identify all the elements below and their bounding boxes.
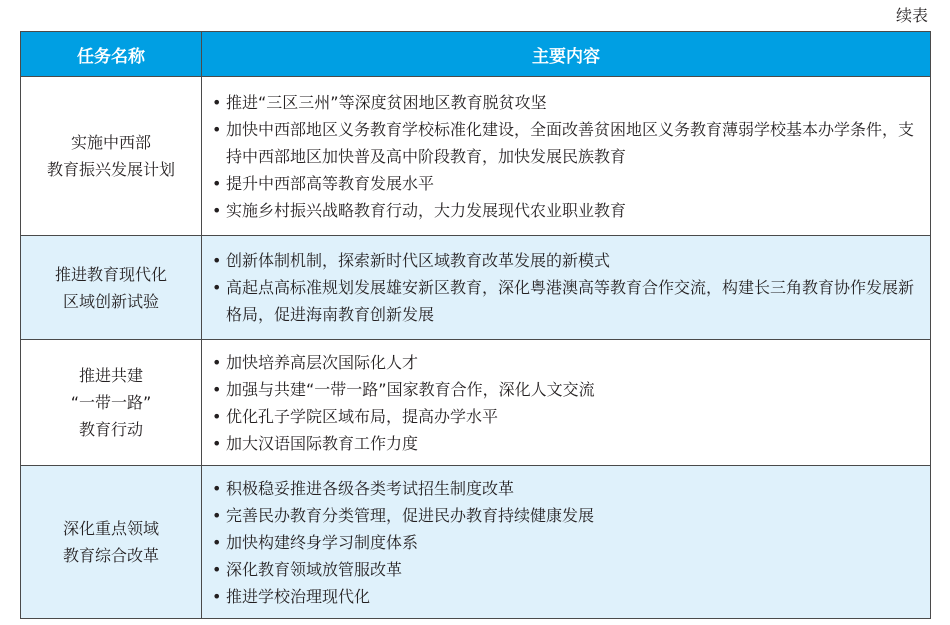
content-list	[212, 475, 924, 610]
bullet-icon: •	[212, 559, 222, 579]
list-item-text: 实施乡村振兴战略教育行动，大力发展现代农业职业教育	[226, 200, 627, 220]
bullet-icon: •	[212, 173, 222, 193]
task-name-line: 深化重点领域	[62, 519, 159, 538]
bullet-icon: •	[212, 119, 222, 139]
task-name-cell	[21, 340, 202, 466]
list-item	[212, 430, 924, 457]
list-item	[212, 502, 924, 529]
task-name-line: “一带一路”	[70, 393, 152, 412]
bullet-icon: •	[212, 406, 222, 426]
bullet-icon: •	[212, 379, 222, 399]
task-name-cell	[21, 466, 202, 619]
task-name-line: 教育行动	[78, 420, 143, 439]
task-content-cell	[202, 236, 931, 340]
header-task-name: 任务名称	[21, 32, 202, 77]
list-item	[212, 556, 924, 583]
table-row	[21, 77, 931, 236]
list-item	[212, 89, 924, 116]
list-item-text: 创新体制机制，探索新时代区域教育改革发展的新模式	[226, 251, 611, 270]
header-main-content: 主要内容	[202, 32, 931, 77]
table-header-row	[21, 32, 931, 77]
bullet-icon: •	[212, 251, 222, 270]
list-item	[212, 376, 924, 403]
task-name-line: 教育振兴发展计划	[46, 160, 175, 179]
task-name-line: 教育综合改革	[62, 546, 159, 565]
list-item-text: 深化教育领域放管服改革	[226, 559, 403, 579]
bullet-icon: •	[212, 92, 222, 112]
list-item	[212, 403, 924, 430]
task-content-cell	[202, 77, 931, 236]
bullet-icon: •	[212, 433, 222, 453]
content-list	[212, 247, 924, 328]
task-content-cell	[202, 466, 931, 619]
list-item-text: 提升中西部高等教育发展水平	[226, 173, 435, 193]
list-item-text: 加快构建终身学习制度体系	[226, 532, 419, 552]
list-item-text: 加快培养高层次国际化人才	[226, 352, 419, 372]
task-name-cell	[21, 77, 202, 236]
task-name-line: 区域创新试验	[62, 291, 159, 311]
task-name-line: 推进共建	[78, 366, 143, 385]
list-item-text: 优化孔子学院区域布局，提高办学水平	[226, 406, 499, 426]
table-row	[21, 236, 931, 340]
list-item	[212, 247, 924, 274]
list-item-text: 加快中西部地区义务教育学校标准化建设，全面改善贫困地区义务教育薄弱学校基本办学条件，支持中西部地区加快普及高中阶段教育，加快发展民族教育	[226, 119, 915, 166]
bullet-icon: •	[212, 586, 222, 606]
list-item	[212, 349, 924, 376]
list-item	[212, 274, 924, 328]
bullet-icon: •	[212, 478, 222, 498]
continued-label: 续表	[895, 6, 928, 25]
table-row	[21, 340, 931, 466]
list-item-text: 高起点高标准规划发展雄安新区教育，深化粤港澳高等教育合作交流，构建长三角教育协作发展新格局，促进海南教育创新发展	[226, 278, 915, 324]
table-row	[21, 466, 931, 619]
content-list	[212, 89, 924, 224]
list-item	[212, 583, 924, 610]
bullet-icon: •	[212, 352, 222, 372]
list-item	[212, 170, 924, 197]
list-item-text: 推进学校治理现代化	[226, 586, 371, 606]
list-item-text: 加强与共建“一带一路”国家教育合作，深化人文交流	[226, 379, 595, 399]
task-table	[20, 31, 931, 619]
bullet-icon: •	[212, 505, 222, 525]
task-name-line: 实施中西部	[70, 133, 151, 152]
task-content-cell	[202, 340, 931, 466]
bullet-icon: •	[212, 200, 222, 220]
list-item	[212, 116, 924, 170]
bullet-icon: •	[212, 532, 222, 552]
list-item-text: 积极稳妥推进各级各类考试招生制度改革	[226, 478, 515, 498]
list-item-text: 推进“三区三州”等深度贫困地区教育脱贫攻坚	[226, 92, 547, 112]
content-list	[212, 349, 924, 457]
list-item	[212, 475, 924, 502]
task-name-line: 推进教育现代化	[54, 264, 167, 284]
list-item	[212, 529, 924, 556]
list-item-text: 加大汉语国际教育工作力度	[226, 433, 419, 453]
bullet-icon: •	[212, 278, 222, 297]
list-item	[212, 197, 924, 224]
list-item-text: 完善民办教育分类管理，促进民办教育持续健康发展	[226, 505, 595, 525]
task-name-cell	[21, 236, 202, 340]
